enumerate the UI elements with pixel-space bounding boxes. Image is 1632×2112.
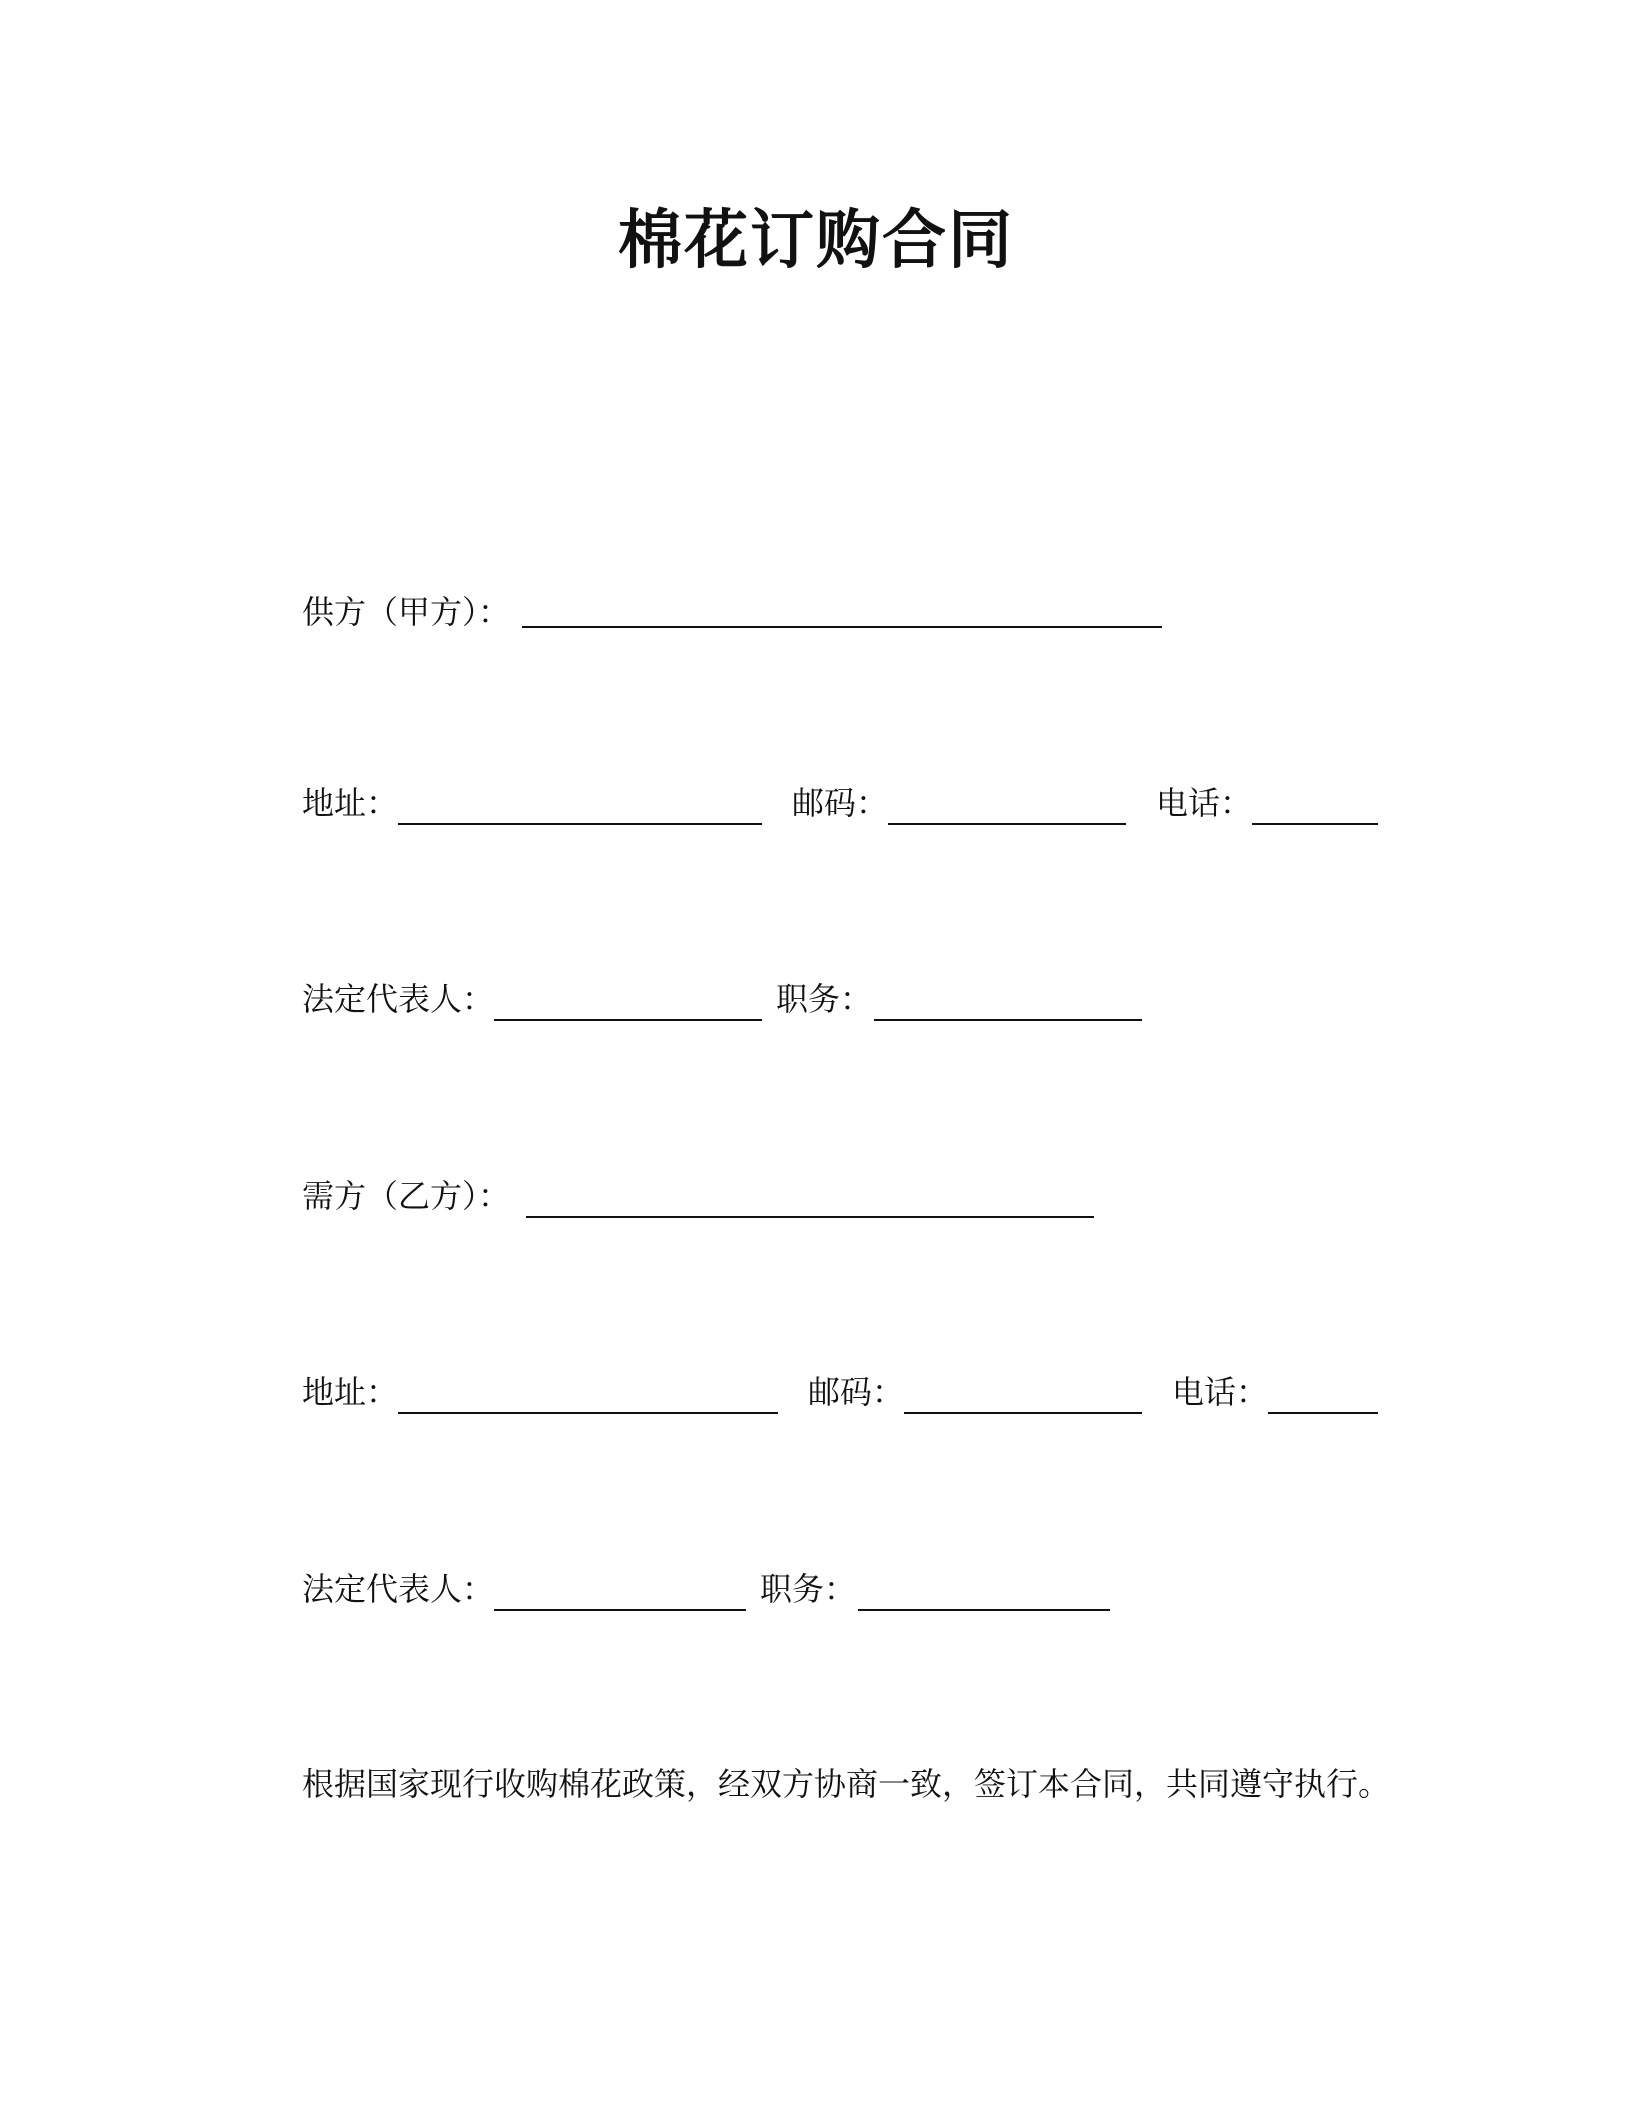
- supplier-phone-field[interactable]: [1252, 823, 1378, 825]
- buyer-phone-label: 电话：: [1172, 1373, 1269, 1411]
- supplier-position-field[interactable]: [874, 1019, 1142, 1021]
- buyer-phone-field[interactable]: [1268, 1412, 1378, 1414]
- buyer-name-field[interactable]: [526, 1216, 1094, 1218]
- buyer-postcode-field[interactable]: [904, 1412, 1142, 1414]
- supplier-name-field[interactable]: [522, 626, 1162, 628]
- page-title: 棉花订购合同: [618, 204, 1014, 278]
- supplier-postcode-label: 邮码：: [792, 784, 889, 822]
- buyer-postcode-label: 邮码：: [808, 1373, 905, 1411]
- buyer-legal-rep-field[interactable]: [494, 1609, 746, 1611]
- supplier-party-label: 供方（甲方）：: [302, 593, 511, 631]
- supplier-address-label: 地址：: [302, 784, 399, 822]
- buyer-address-field[interactable]: [398, 1412, 778, 1414]
- supplier-address-field[interactable]: [398, 823, 762, 825]
- buyer-legal-rep-label: 法定代表人：: [302, 1570, 495, 1608]
- supplier-position-label: 职务：: [776, 980, 873, 1018]
- supplier-legal-rep-label: 法定代表人：: [302, 980, 495, 1018]
- buyer-position-field[interactable]: [858, 1609, 1110, 1611]
- buyer-position-label: 职务：: [760, 1570, 857, 1608]
- supplier-legal-rep-field[interactable]: [494, 1019, 762, 1021]
- contract-statement: 根据国家现行收购棉花政策，经双方协商一致，签订本合同，共同遵守执行。: [302, 1765, 1391, 1803]
- supplier-phone-label: 电话：: [1156, 784, 1253, 822]
- buyer-address-label: 地址：: [302, 1373, 399, 1411]
- supplier-postcode-field[interactable]: [888, 823, 1126, 825]
- buyer-party-label: 需方（乙方）：: [302, 1177, 511, 1215]
